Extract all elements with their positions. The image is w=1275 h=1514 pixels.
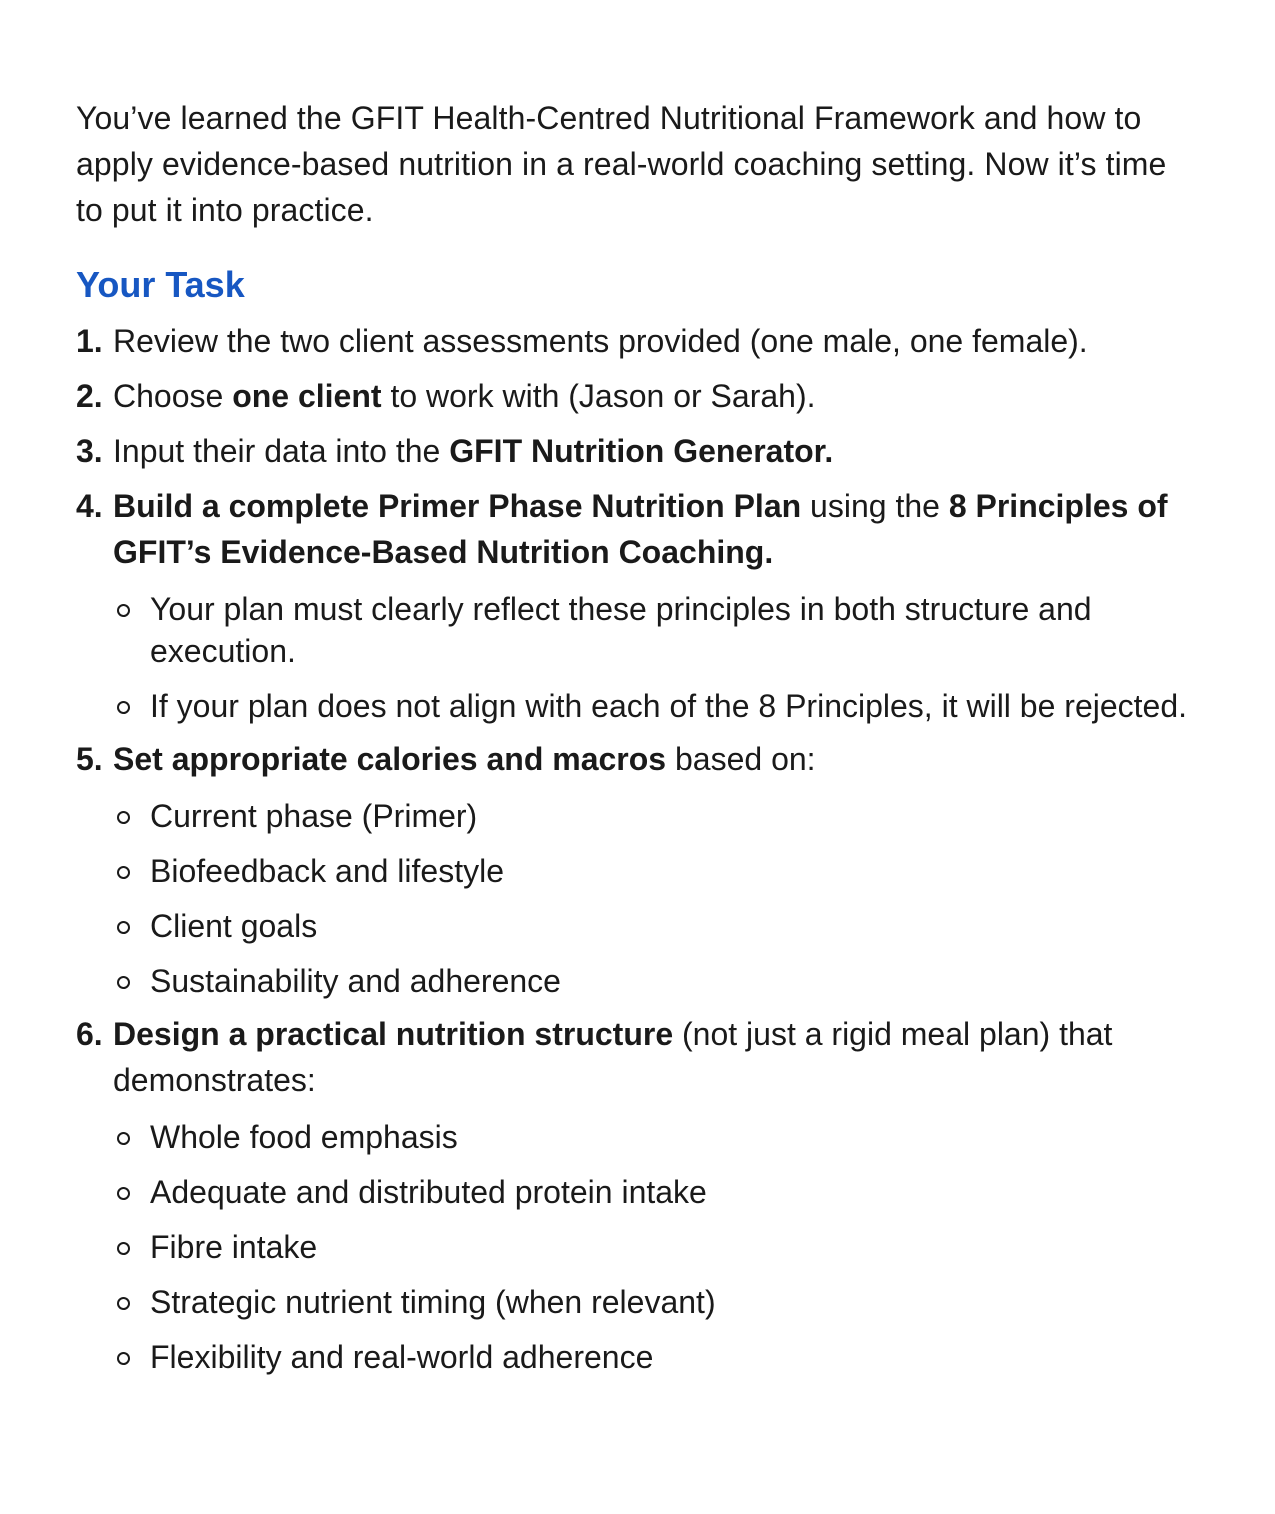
task-step-6 <box>76 1011 1201 1378</box>
step-text-pre: Input their data into the <box>113 433 450 469</box>
sub-list <box>113 588 1201 727</box>
hollow-bullet-icon <box>117 701 130 714</box>
document-page <box>76 95 1201 1378</box>
sub-list-item <box>113 1336 1201 1378</box>
step-text-bold: Design a practical nutrition structure <box>113 1016 674 1052</box>
sub-list-item <box>113 905 1201 947</box>
hollow-bullet-icon <box>117 1242 130 1255</box>
step-text-bold: GFIT Nutrition Generator. <box>449 433 834 469</box>
sub-item-text: Current phase (Primer) <box>150 798 478 834</box>
step-number: 2. <box>76 378 103 414</box>
hollow-bullet-icon <box>117 811 130 824</box>
hollow-bullet-icon <box>117 976 130 989</box>
task-step-4 <box>76 483 1201 727</box>
step-text-pre: Choose <box>113 378 233 414</box>
sub-list-item <box>113 1116 1201 1158</box>
sub-item-text: Adequate and distributed protein intake <box>150 1174 707 1210</box>
hollow-bullet-icon <box>117 1187 130 1200</box>
step-number: 6. <box>76 1016 103 1052</box>
hollow-bullet-icon <box>117 866 130 879</box>
sub-list-item <box>113 795 1201 837</box>
hollow-bullet-icon <box>117 921 130 934</box>
section-heading: Your Task <box>76 264 245 305</box>
step-text-post: based on: <box>666 741 816 777</box>
task-step-2 <box>76 373 1201 419</box>
sub-list-item <box>113 1171 1201 1213</box>
sub-item-text: Client goals <box>150 908 318 944</box>
sub-list-item <box>113 1226 1201 1268</box>
sub-item-text: Biofeedback and lifestyle <box>150 853 504 889</box>
sub-list-item <box>113 960 1201 1002</box>
step-text-bold: one client <box>232 378 382 414</box>
sub-list-item <box>113 1281 1201 1323</box>
sub-item-text: Strategic nutrient timing (when relevant) <box>150 1284 716 1320</box>
sub-list-item <box>113 588 1201 672</box>
step-text-bold-2: 8 Principles of GFIT’s Evidence-Based Nutrition Coaching. <box>113 488 1168 570</box>
task-list <box>76 318 1201 1378</box>
sub-item-text: If your plan does not align with each of the 8 Principles, it will be rejected. <box>150 688 1188 724</box>
step-text-mid: using the <box>801 488 949 524</box>
hollow-bullet-icon <box>117 1297 130 1310</box>
sub-list-item <box>113 685 1201 727</box>
hollow-bullet-icon <box>117 1352 130 1365</box>
step-number: 3. <box>76 433 103 469</box>
hollow-bullet-icon <box>117 1132 130 1145</box>
step-number: 5. <box>76 741 103 777</box>
sub-item-text: Flexibility and real-world adherence <box>150 1339 654 1375</box>
hollow-bullet-icon <box>117 604 130 617</box>
step-text-post: to work with (Jason or Sarah). <box>381 378 816 414</box>
sub-item-text: Fibre intake <box>150 1229 318 1265</box>
sub-item-text: Whole food emphasis <box>150 1119 458 1155</box>
sub-item-text: Your plan must clearly reflect these principles in both structure and execution. <box>150 591 1092 669</box>
sub-item-text: Sustainability and adherence <box>150 963 561 999</box>
intro-paragraph: You’ve learned the GFIT Health-Centred Nutritional Framework and how to apply evidence-based nutrition in a real-world coaching setting. Now it’s time to put it into practice. <box>76 100 1167 228</box>
step-text-bold: Build a complete Primer Phase Nutrition Plan <box>113 488 802 524</box>
task-step-3 <box>76 428 1201 474</box>
step-number: 4. <box>76 488 103 524</box>
sub-list-item <box>113 850 1201 892</box>
task-step-5 <box>76 736 1201 1002</box>
task-step-1 <box>76 318 1201 364</box>
step-text: Review the two client assessments provided (one male, one female). <box>113 323 1088 359</box>
step-text-post: (not just a rigid meal plan) that demonstrates: <box>113 1016 1113 1098</box>
step-text-bold: Set appropriate calories and macros <box>113 741 667 777</box>
sub-list <box>113 795 1201 1002</box>
sub-list <box>113 1116 1201 1378</box>
step-number: 1. <box>76 323 103 359</box>
